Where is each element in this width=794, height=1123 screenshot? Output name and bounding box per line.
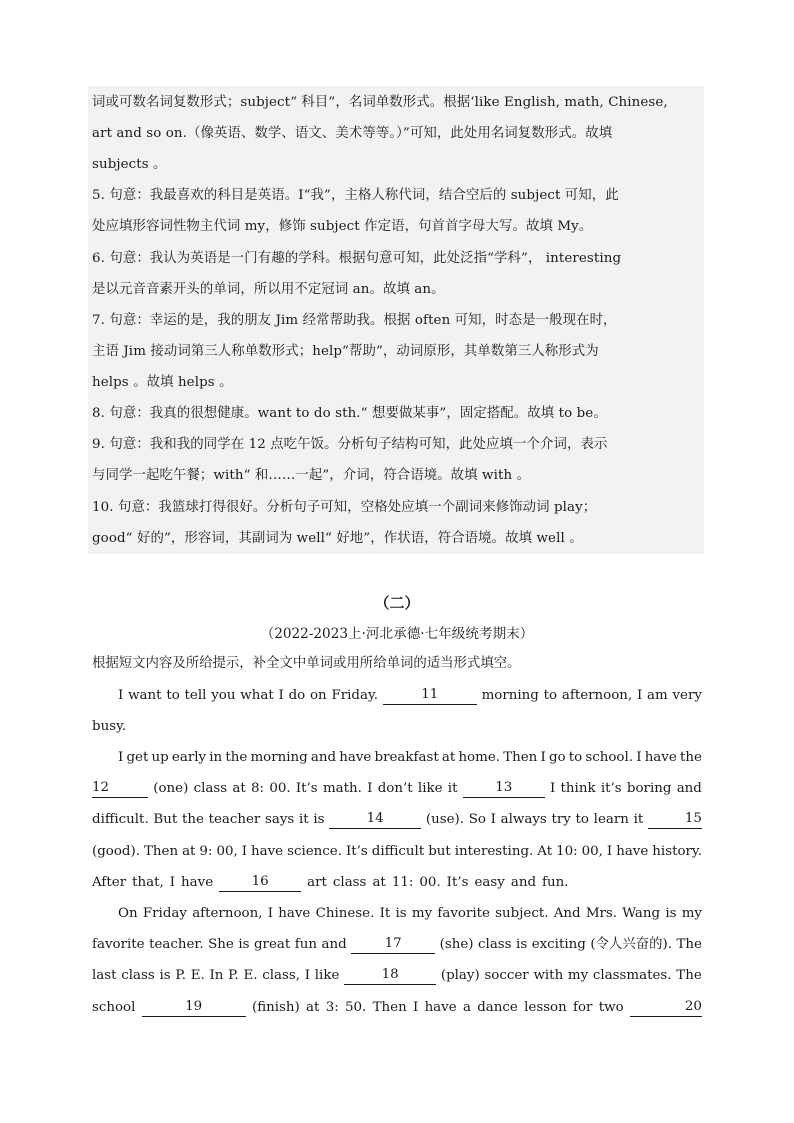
answer-blank-17[interactable]: 17	[351, 935, 435, 954]
section-heading: （二）	[374, 594, 420, 612]
passage-word: (令人兴奋的).	[590, 937, 672, 952]
passage-word: fun.	[542, 875, 569, 890]
answer-blank-19[interactable]: 19	[142, 998, 246, 1017]
passage-word: afternoon,	[192, 906, 263, 921]
passage-word: home.	[458, 750, 501, 765]
passage-word: I	[118, 750, 124, 765]
answer-line: 10. 句意：我篮球打得很好。分析句子可知，空格处应填一个副词来修饰动词 play；	[92, 500, 597, 515]
passage-word: want	[128, 688, 162, 703]
passage-word: morning	[250, 750, 308, 765]
passage-word: But	[153, 812, 178, 827]
passage-word: my	[411, 906, 433, 921]
passage-word: (one)	[153, 781, 189, 796]
passage-word: have	[644, 750, 677, 765]
passage-word: The	[676, 937, 702, 952]
answer-line: 6. 句意：我认为英语是一门有趣的学科。根据句意可知，此处泛指“学科”， interesting	[92, 251, 622, 266]
passage-word: a	[462, 1000, 471, 1015]
passage-word: It	[379, 906, 391, 921]
passage-word: early	[171, 750, 207, 765]
passage-word: the	[181, 812, 204, 827]
passage-word: at	[441, 750, 456, 765]
passage-line: busy.	[92, 719, 127, 734]
passage-word: history.	[652, 844, 702, 859]
passage-word: 8:	[251, 781, 265, 796]
passage-word: have	[616, 844, 649, 859]
passage-word: to	[543, 688, 558, 703]
passage-word: what	[240, 688, 274, 703]
passage-line	[92, 779, 702, 799]
passage-word: is	[238, 937, 250, 952]
passage-word: learn	[593, 812, 629, 827]
passage-word: for	[573, 1000, 593, 1015]
passage-word: class,	[262, 968, 300, 983]
passage-word: I	[241, 844, 248, 859]
passage-line	[92, 842, 702, 862]
passage-word: Friday.	[331, 688, 379, 703]
passage-word: it	[633, 812, 644, 827]
passage-word: two	[598, 1000, 624, 1015]
passage-word: In	[209, 968, 224, 983]
passage-word: always	[500, 812, 547, 827]
passage-word: I	[278, 688, 284, 703]
passage-word: E.	[190, 968, 205, 983]
passage-word: Then	[372, 1000, 407, 1015]
passage-word: I	[367, 781, 373, 796]
passage-word: (good).	[92, 844, 140, 859]
answer-blank-18[interactable]: 18	[344, 966, 436, 985]
passage-word: After	[92, 875, 127, 890]
passage-word: do	[288, 688, 306, 703]
answer-blank-14[interactable]: 14	[329, 810, 421, 829]
passage-word: up	[151, 750, 169, 765]
passage-word: to	[575, 812, 589, 827]
passage-word: class	[121, 968, 155, 983]
passage-word: On	[118, 906, 138, 921]
passage-word: I	[606, 844, 613, 859]
passage-word: is	[665, 906, 677, 921]
passage-word: 00,	[216, 844, 238, 859]
passage-line	[92, 998, 702, 1018]
passage-line	[92, 935, 702, 955]
passage-word: you	[211, 688, 236, 703]
answer-blank-16[interactable]: 16	[219, 873, 301, 892]
passage-word: At	[537, 844, 553, 859]
passage-word: favorite	[437, 906, 490, 921]
passage-word: dance	[477, 1000, 518, 1015]
passage-word: have	[278, 906, 311, 921]
answer-blank-11[interactable]: 11	[383, 686, 477, 705]
passage-word: in	[209, 750, 223, 765]
answer-blank-20[interactable]: 20	[630, 998, 702, 1017]
passage-word: 00.	[269, 781, 291, 796]
passage-word: difficult	[371, 844, 425, 859]
passage-word: is	[313, 812, 325, 827]
passage-word: have	[181, 875, 214, 890]
answer-blank-15[interactable]: 15	[648, 810, 702, 829]
passage-word: teacher	[208, 812, 261, 827]
passage-word: last	[92, 968, 117, 983]
passage-word: is	[516, 937, 528, 952]
passage-word: classmates.	[592, 968, 672, 983]
answer-line: 9. 句意：我和我的同学在 12 点吃午饭。分析句子结构可知，此处应填一个介词，表示	[92, 437, 608, 452]
passage-line	[118, 904, 702, 924]
passage-word: and	[510, 875, 537, 890]
passage-word: I	[490, 812, 496, 827]
passage-word: I	[636, 688, 643, 703]
passage-word: school	[92, 1000, 136, 1015]
passage-word: go	[548, 750, 566, 765]
passage-word: afternoon,	[561, 688, 633, 703]
passage-word: to	[568, 750, 583, 765]
passage-word: 00.	[419, 875, 441, 890]
passage-word: to	[166, 688, 180, 703]
passage-word: I	[304, 968, 311, 983]
passage-word: very	[672, 688, 702, 703]
passage-word: at	[182, 844, 196, 859]
passage-word: my	[567, 968, 589, 983]
passage-word: great	[253, 937, 291, 952]
passage-word: at	[306, 1000, 320, 1015]
passage-word: 3:	[325, 1000, 339, 1015]
passage-word: like	[417, 781, 443, 796]
passage-word: I	[118, 688, 124, 703]
passage-word: fun	[294, 937, 317, 952]
passage-word: am	[647, 688, 668, 703]
passage-word: The	[676, 968, 702, 983]
answer-blank-12[interactable]: 12	[92, 779, 148, 798]
answer-blank-13[interactable]: 13	[463, 779, 545, 798]
passage-word: tell	[184, 688, 207, 703]
passage-word: It’s	[295, 781, 318, 796]
passage-word: teacher.	[149, 937, 204, 952]
passage-word: is	[395, 906, 407, 921]
answer-line: 词或可数名词复数形式；subject“ 科目”，名词单数形式。根据‘like English, math, Chinese,	[92, 95, 668, 110]
passage-word: boring	[626, 781, 672, 796]
passage-word: Wang	[622, 906, 661, 921]
passage-word: E.	[243, 968, 258, 983]
passage-word: P.	[228, 968, 239, 983]
passage-word: 10:	[556, 844, 578, 859]
passage-word: I	[540, 750, 546, 765]
passage-word: and	[321, 937, 347, 952]
passage-word: And	[553, 906, 581, 921]
passage-word: Friday	[142, 906, 187, 921]
passage-word: the	[679, 750, 702, 765]
passage-word: 50.	[345, 1000, 367, 1015]
passage-word: 11:	[391, 875, 414, 890]
passage-word: soccer	[484, 968, 529, 983]
passage-word: P.	[175, 968, 186, 983]
passage-word: don’t	[377, 781, 413, 796]
passage-word: on	[309, 688, 327, 703]
answer-line: 与同学一起吃午餐；with“ 和……一起”，介词，符合语境。故填 with 。	[92, 468, 531, 483]
passage-word: favorite	[92, 937, 145, 952]
passage-word: at	[232, 781, 246, 796]
passage-word: Chinese.	[315, 906, 375, 921]
passage-word: says	[265, 812, 295, 827]
passage-word: class	[193, 781, 228, 796]
passage-word: and	[676, 781, 702, 796]
passage-word: (play)	[440, 968, 480, 983]
answer-line: 5. 句意：我最喜欢的科目是英语。I“我”，主格人称代词，结合空后的 subject 可知，此	[92, 188, 619, 203]
passage-word: math.	[322, 781, 362, 796]
passage-word: it	[298, 812, 309, 827]
answer-line: helps 。故填 helps 。	[92, 375, 233, 390]
passage-word: have	[339, 750, 372, 765]
passage-word: like	[314, 968, 340, 983]
passage-word: is	[159, 968, 171, 983]
passage-word: I	[636, 750, 642, 765]
answer-line: subjects 。	[92, 157, 167, 172]
answer-line: 7. 句意：幸运的是，我的朋友 Jim 经常帮助我。根据 often 可知，时态是一般现在时，	[92, 313, 617, 328]
passage-word: school.	[585, 750, 634, 765]
question-source: （2022-2023上·河北承德·七年级统考期末）	[260, 626, 534, 642]
passage-word: the	[225, 750, 248, 765]
passage-word: get	[126, 750, 149, 765]
answer-line: 处应填形容词性物主代词 my，修饰 subject 作定语，句首首字母大写。故填 My。	[92, 219, 593, 234]
passage-word: I	[412, 1000, 419, 1015]
passage-word: (finish)	[251, 1000, 300, 1015]
passage-word: science.	[287, 844, 342, 859]
passage-word: at	[372, 875, 386, 890]
passage-line	[92, 873, 702, 893]
passage-word: Then	[143, 844, 179, 859]
passage-word: easy	[474, 875, 505, 890]
passage-word: my	[681, 906, 702, 921]
answer-line: 是以元音音素开头的单词，所以用不定冠词 an。故填 an。	[92, 282, 445, 297]
passage-word: art	[307, 875, 327, 890]
passage-word: subject.	[495, 906, 549, 921]
passage-word: (she)	[439, 937, 474, 952]
passage-line	[92, 810, 702, 830]
passage-word: 9:	[199, 844, 213, 859]
passage-word: It’s	[446, 875, 469, 890]
passage-word: (use).	[425, 812, 465, 827]
passage-word: She	[208, 937, 234, 952]
passage-word: 00,	[581, 844, 603, 859]
passage-word: it’s	[600, 781, 622, 796]
passage-word: Mrs.	[585, 906, 618, 921]
passage-word: with	[533, 968, 564, 983]
passage-word: try	[551, 812, 571, 827]
answer-line: 8. 句意：我真的很想健康。want to do sth.“ 想要做某事”，固定搭配。故填 to be。	[92, 406, 607, 421]
passage-word: and	[310, 750, 337, 765]
passage-word: have	[424, 1000, 457, 1015]
passage-word: Then	[503, 750, 538, 765]
passage-word: I	[267, 906, 273, 921]
instruction-text: 根据短文内容及所给提示，补全文中单词或用所给单词的适当形式填空。	[92, 656, 521, 671]
passage-word: but	[428, 844, 451, 859]
passage-word: class	[478, 937, 512, 952]
passage-line	[92, 966, 702, 986]
passage-word: So	[468, 812, 486, 827]
passage-line	[118, 748, 702, 768]
passage-word: that,	[132, 875, 164, 890]
passage-word: I	[169, 875, 176, 890]
passage-word: breakfast	[374, 750, 439, 765]
passage-word: interesting.	[454, 844, 534, 859]
passage-word: It’s	[345, 844, 368, 859]
passage-word: have	[251, 844, 284, 859]
passage-word: morning	[481, 688, 539, 703]
answer-line: art and so on.（像英语、数学、语文、美术等等。）”可知，此处用名词复数形式。故填	[92, 126, 613, 141]
passage-word: think	[560, 781, 596, 796]
answer-line: 主语 Jim 接动词第三人称单数形式；help“帮助”，动词原形，其单数第三人称形式为	[92, 344, 599, 359]
passage-line	[118, 686, 702, 706]
passage-word: I	[549, 781, 556, 796]
passage-word: class	[332, 875, 367, 890]
answer-line: good“ 好的”，形容词，其副词为 well“ 好地”，作状语，符合语境。故填 well 。	[92, 531, 583, 546]
passage-word: lesson	[524, 1000, 567, 1015]
passage-word: exciting	[531, 937, 586, 952]
passage-word: difficult.	[92, 812, 149, 827]
passage-word: it	[447, 781, 458, 796]
